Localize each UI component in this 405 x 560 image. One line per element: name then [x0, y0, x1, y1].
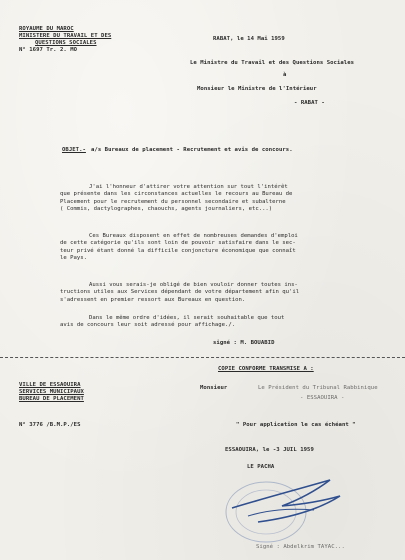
paragraph-line: avis de concours leur soit adressé pour affichage./. — [60, 322, 236, 329]
sender-title: Le Ministre du Travail et des Questions Sociales — [190, 60, 355, 66]
paragraph-line: Ces Bureaux disposent en effet de nombreuses demandes d'emploi — [89, 233, 298, 239]
application-note: " Pour application le cas échéant " — [236, 422, 356, 428]
services-label: SERVICES MUNICIPAUX — [19, 389, 84, 395]
paragraph-line: Aussi vous serais-je obligé de bien vouloir donner toutes ins- — [89, 282, 298, 288]
copy-number: N° 3776 /B.M.P./ES — [19, 422, 81, 428]
city-label: VILLE DE ESSAOUIRA — [19, 382, 81, 388]
paragraph-line: s'adressent en premier ressort aux Bureaux en question. — [60, 296, 246, 303]
kingdom-label: ROYAUME DU MAROC — [19, 26, 74, 32]
to-label: à — [283, 72, 287, 78]
object-text: a/s Bureaux de placement - Recrutement et avis de concours. — [91, 147, 293, 153]
paragraph-line: J'ai l'honneur d'attirer votre attention sur tout l'intérêt — [89, 184, 288, 190]
ministry-line-1: MINISTERE DU TRAVAIL ET DES — [19, 33, 112, 39]
addressee-line-1: Le Président du Tribunal Rabbinique — [258, 385, 378, 391]
recipient-title: Monsieur le Ministre de l'Intérieur — [197, 86, 317, 92]
addressee-line-2: - ESSAOUIRA - — [300, 395, 345, 401]
paragraph-4 — [60, 315, 284, 330]
signer-name: Signé : Abdelkrim TAYAC... — [256, 544, 345, 550]
recipient-city: - RABAT - — [294, 100, 325, 106]
copy-place-date: ESSAOUIRA, le -3 JUIL 1959 — [225, 447, 314, 453]
place-date: RABAT, le 14 Mai 1959 — [213, 36, 285, 42]
paragraph-line: que présente dans les circonstances actuelles le recours au Bureau de — [60, 191, 293, 198]
paragraph-line: teur privé étant donné la difficile conjoncture économique que connaît — [60, 247, 296, 254]
paragraph-line: de cette catégorie qu'ils sont loin de pouvoir satisfaire dans le sec- — [60, 240, 296, 247]
paragraph-line: tructions utiles aux Services dépendant de votre département afin qu'il — [60, 289, 300, 296]
paragraph-line: Dans le même ordre d'idées, il serait souhaitable que tout — [89, 315, 285, 321]
monsieur-label: Monsieur — [200, 385, 228, 391]
ministry-line-2: QUESTIONS SOCIALES — [35, 40, 97, 46]
paragraph-2 — [60, 233, 298, 263]
paragraph-line: ( Commis, dactylographes, chaouchs, agents journaliers, etc...) — [60, 206, 273, 213]
paragraph-line: Placement pour le recrutement du personnel secondaire et subalterne — [60, 198, 286, 205]
bureau-label: BUREAU DE PLACEMENT — [19, 396, 84, 402]
copy-title: COPIE CONFORME TRANSMISE A : — [218, 366, 314, 372]
reference-number: N° 1697 Tr. 2. MO — [19, 47, 78, 53]
official-stamp-and-signature — [218, 470, 348, 550]
paragraph-1 — [60, 184, 292, 214]
signature-line: signé : M. BOUABID — [213, 340, 275, 346]
object-label: OBJET.- — [62, 147, 86, 153]
signer-title: LE PACHA — [247, 464, 275, 470]
paragraph-3 — [60, 282, 299, 304]
section-separator — [0, 357, 405, 358]
paragraph-line: le Pays. — [60, 255, 87, 262]
